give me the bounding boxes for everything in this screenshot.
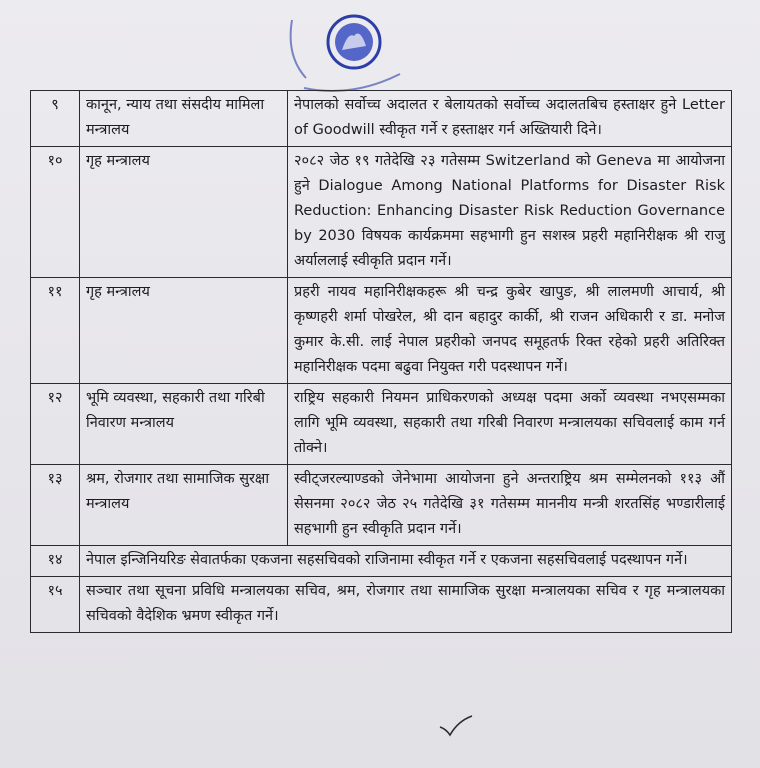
table-row (31, 147, 732, 278)
decision-text: प्रहरी नायव महानिरीक्षकहरू श्री चन्द्र कुबेर खापुङ, श्री लालमणी आचार्य, श्री कृष्णहरी शर्मा पोखरेल, श्री दान बहादुर कार्की, श्री राजन अधिकारी र डा. मनोज कुमार के.सी. लाई नेपाल प्रहरीको जनपद समूहतर्फ रिक्त रहेको प्रहरी अतिरिक्त महानिरीक्षक पदमा बढुवा नियुक्त गरी पदस्थापन गर्ने। (288, 278, 732, 384)
checkmark-icon (438, 715, 474, 737)
row-number: १२ (31, 384, 80, 465)
ministry-name: गृह मन्त्रालय (80, 147, 288, 278)
decision-text: नेपालको सर्वोच्च अदालत र बेलायतको सर्वोच्च अदालतबिच हस्ताक्षर हुने Letter of Goodwill स्वीकृत गर्ने र हस्ताक्षर गर्न अख्तियारी दिने। (288, 91, 732, 147)
table-row (31, 384, 732, 465)
table-row (31, 546, 732, 577)
ministry-name: गृह मन्त्रालय (80, 278, 288, 384)
ministry-name: कानून, न्याय तथा संसदीय मामिला मन्त्रालय (80, 91, 288, 147)
decision-text: २०८२ जेठ १९ गतेदेखि २३ गतेसम्म Switzerland को Geneva मा आयोजना हुने Dialogue Among National Platforms for Disaster Risk Reduction: Enhancing Disaster Risk Reduction Governance by 2030 विषयक कार्यक्रममा सहभागी हुन सशस्त्र प्रहरी महानिरीक्षक श्री राजु अर्याललाई स्वीकृति प्रदान गर्ने। (288, 147, 732, 278)
row-number: ९ (31, 91, 80, 147)
table-row (31, 91, 732, 147)
row-number: १० (31, 147, 80, 278)
ministry-name: श्रम, रोजगार तथा सामाजिक सुरक्षा मन्त्रालय (80, 465, 288, 546)
row-number: १४ (31, 546, 80, 577)
table-row (31, 278, 732, 384)
table-row (31, 577, 732, 633)
government-seal (282, 6, 410, 94)
row-number: १३ (31, 465, 80, 546)
row-number: १५ (31, 577, 80, 633)
cabinet-decisions-table (30, 90, 732, 633)
decision-text: नेपाल इन्जिनियरिङ सेवातर्फका एकजना सहसचिवको राजिनामा स्वीकृत गर्ने र एकजना सहसचिवलाई पदस्थापन गर्ने। (80, 546, 732, 577)
ministry-name: भूमि व्यवस्था, सहकारी तथा गरिबी निवारण मन्त्रालय (80, 384, 288, 465)
table-row (31, 465, 732, 546)
row-number: ११ (31, 278, 80, 384)
decision-text: राष्ट्रिय सहकारी नियमन प्राधिकरणको अध्यक्ष पदमा अर्को व्यवस्था नभएसम्मका लागि भूमि व्यवस्था, सहकारी तथा गरिबी निवारण मन्त्रालयका सचिवलाई काम गर्न तोक्ने। (288, 384, 732, 465)
seal-emblem-icon (282, 6, 410, 94)
decision-text: सञ्चार तथा सूचना प्रविधि मन्त्रालयका सचिव, श्रम, रोजगार तथा सामाजिक सुरक्षा मन्त्रालयका सचिव र गृह मन्त्रालयका सचिवको वैदेशिक भ्रमण स्वीकृत गर्ने। (80, 577, 732, 633)
decision-text: स्वीट्जरल्याण्डको जेनेभामा आयोजना हुने अन्तराष्ट्रिय श्रम सम्मेलनको ११३ औं सेसनमा २०८२ जेठ २५ गतेदेखि ३१ गतेसम्म माननीय मन्त्री शरतसिंह भण्डारीलाई सहभागी हुन स्वीकृति प्रदान गर्ने। (288, 465, 732, 546)
